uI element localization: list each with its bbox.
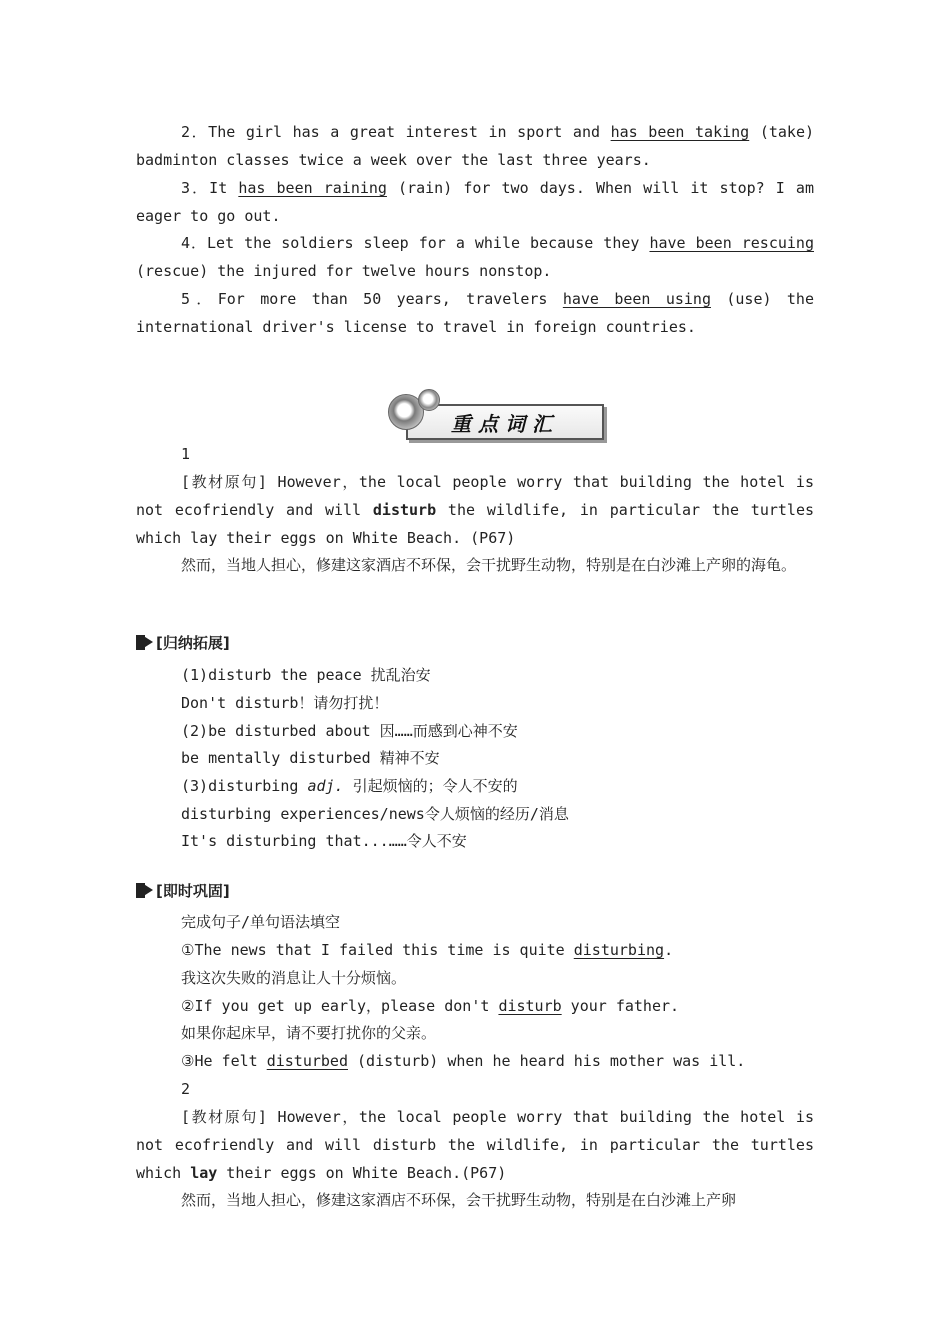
vocab-original-sentence <box>136 1104 814 1187</box>
original-text: the wildlife, in particular the turtles which lay their eggs on White Beach. (P67) <box>136 500 814 547</box>
vocab-keyword: lay <box>190 1163 218 1182</box>
exercise-text: (use) the international driver's license to travel in foreign countries. <box>136 290 814 336</box>
vocab-original-sentence <box>136 469 814 552</box>
exercise-text: 5．For more than 50 years, travelers <box>181 290 563 308</box>
exercise-item-3 <box>136 175 814 231</box>
exercise-answer: has been taking <box>610 123 750 141</box>
exercise-text: (rescue) the injured for twelve hours nonstop. <box>136 261 552 280</box>
practice-translation: 如果你起床早，请不要打扰你的父亲。 <box>181 1024 437 1042</box>
part-of-speech: adj. <box>307 777 344 795</box>
vocab-keyword: disturb <box>372 500 437 519</box>
section-banner <box>388 389 604 441</box>
original-text: [教材原句] However，the local people worry that building the hotel is not ecofriendly and will <box>136 473 814 519</box>
exercise-answer: have been using <box>562 290 711 308</box>
exercise-answer: has been raining <box>238 179 387 197</box>
exercise-text: 4．Let the soldiers sleep for a while because they <box>181 234 650 252</box>
expand-line: It's disturbing that...……令人不安 <box>181 832 467 850</box>
practice-intro: 完成句子/单句语法填空 <box>181 913 341 931</box>
practice-answer: disturb <box>498 997 562 1015</box>
heading-practice <box>136 880 230 901</box>
expand-line: disturbing experiences/news令人烦恼的经历/消息 <box>181 805 569 823</box>
banner-title: 重点词汇 <box>451 411 559 436</box>
exercise-item-2 <box>136 119 814 175</box>
practice-answer: disturbing <box>573 941 665 959</box>
expand-line: be mentally disturbed 精神不安 <box>181 749 440 767</box>
expand-line: (2)be disturbed about 因……而感到心神不安 <box>181 722 518 740</box>
exercise-item-4 <box>136 230 814 286</box>
practice-translation: 我这次失败的消息让人十分烦恼。 <box>181 969 407 987</box>
original-text: [教材原句] However，the local people worry that building the hotel is not ecofriendly and will disturb the wildlife, in particular the turtles which <box>136 1108 814 1182</box>
expand-line: (3)disturbing adj. 引起烦恼的；令人不安的 <box>181 777 518 795</box>
play-triangle-icon <box>136 883 154 898</box>
practice-item: ②If you get up early，please don't disturb your father. <box>181 997 680 1015</box>
heading-expand-label: [归纳拓展] <box>156 634 230 652</box>
exercise-text: 3．It <box>181 179 239 197</box>
vocab-translation: 然而，当地人担心，修建这家酒店不环保，会干扰野生动物，特别是在白沙滩上产卵 <box>181 1191 737 1209</box>
vocab-number: 1 <box>181 445 191 463</box>
vocab-number: 2 <box>181 1080 191 1098</box>
heading-practice-label: [即时巩固] <box>156 882 230 900</box>
exercise-answer: have been rescuing <box>649 234 814 252</box>
vocab-translation: 然而，当地人担心，修建这家酒店不环保，会干扰野生动物，特别是在白沙滩上产卵的海龟。 <box>181 556 797 574</box>
exercise-item-5 <box>136 286 814 342</box>
expand-line: (1)disturb the peace 扰乱治安 <box>181 666 431 684</box>
play-triangle-icon <box>136 635 154 650</box>
practice-answer: disturbed <box>266 1052 348 1070</box>
original-text: their eggs on White Beach.(P67) <box>217 1163 507 1182</box>
practice-item: ①The news that I failed this time is quite disturbing. <box>181 941 674 959</box>
heading-expand <box>136 632 230 653</box>
exercise-text: 2．The girl has a great interest in sport and <box>181 123 611 141</box>
practice-item: ③He felt disturbed (disturb) when he heard his mother was ill. <box>181 1052 746 1070</box>
exercise-text: (take) badminton classes twice a week over the last three years. <box>136 123 815 169</box>
exercise-text: (rain) for two days. When will it stop? I am eager to go out. <box>136 179 814 225</box>
expand-line: Don't disturb！请勿打扰！ <box>181 694 389 712</box>
